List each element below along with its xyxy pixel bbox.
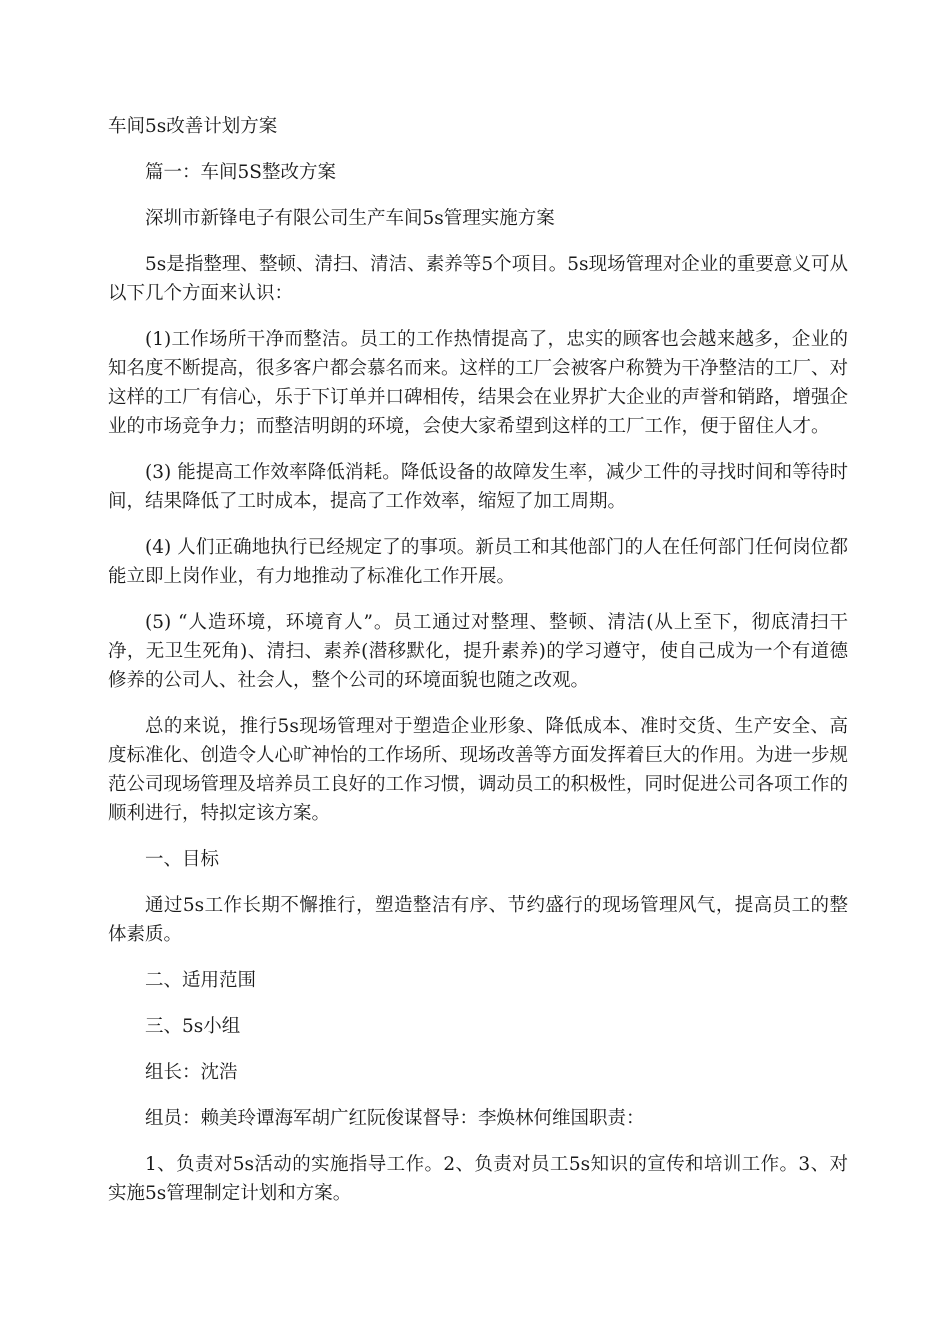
team-leader: 组长：沈浩 bbox=[145, 1062, 238, 1083]
heading-goals: 一、目标 bbox=[145, 849, 220, 870]
team-members: 组员：赖美玲谭海军胡广红阮俊谋督导：李焕林何维国职责： bbox=[145, 1108, 645, 1129]
paragraph-summary: 总的来说，推行5s现场管理对于塑造企业形象、降低成本、准时交货、生产安全、高度标准化、创造令人心旷神怡的工作场所、现场改善等方面发挥着巨大的作用。为进一步规范公司现场管理及培养员工良好的工作习惯，调动员工的积极性，同时促进公司各项工作的顺利进行，特拟定该方案。 bbox=[108, 716, 849, 824]
paragraph-goals: 通过5s工作长期不懈推行，塑造整洁有序、节约盛行的现场管理风气，提高员工的整体素质。 bbox=[108, 895, 848, 945]
document-title: 车间5s改善计划方案 bbox=[108, 116, 278, 137]
paragraph-5s-definition: 5s是指整理、整顿、清扫、清洁、素养等5个项目。5s现场管理对企业的重要意义可从以下几个方面来认识： bbox=[108, 254, 848, 304]
paragraph-point-1: (1)工作场所干净而整洁。员工的工作热情提高了，忠实的顾客也会越来越多，企业的知名度不断提高，很多客户都会慕名而来。这样的工厂会被客户称赞为干净整洁的工厂、对这样的工厂有信心，乐于下订单并口碑相传，结果会在业界扩大企业的声誉和销路，增强企业的市场竞争力；而整洁明朗的环境，会使大家希望到这样的工厂工作，便于留住人才。 bbox=[108, 329, 849, 437]
document-page bbox=[108, 112, 848, 1225]
paragraph-point-5: (5) “人造环境，环境育人”。员工通过对整理、整顿、清洁(从上至下，彻底清扫干净，无卫生死角)、清扫、素养(潜移默化，提升素养)的学习遵守，使自己成为一个有道德修养的公司人、社会人，整个公司的环境面貌也随之改观。 bbox=[108, 612, 848, 691]
plan-subtitle: 深圳市新锋电子有限公司生产车间5s管理实施方案 bbox=[145, 208, 555, 229]
paragraph-point-4: (4) 人们正确地执行已经规定了的事项。新员工和其他部门的人在任何部门任何岗位都能立即上岗作业，有力地推动了标准化工作开展。 bbox=[108, 537, 848, 587]
heading-scope: 二、适用范围 bbox=[145, 970, 257, 991]
heading-5s-team: 三、5s小组 bbox=[145, 1016, 241, 1037]
paragraph-duties: 1、负责对5s活动的实施指导工作。2、负责对员工5s知识的宣传和培训工作。3、对实施5s管理制定计划和方案。 bbox=[108, 1154, 848, 1204]
paragraph-point-3: (3) 能提高工作效率降低消耗。降低设备的故障发生率，减少工件的寻找时间和等待时间，结果降低了工时成本，提高了工作效率，缩短了加工周期。 bbox=[108, 462, 848, 512]
section-heading-part-one: 篇一：车间5S整改方案 bbox=[145, 162, 336, 183]
